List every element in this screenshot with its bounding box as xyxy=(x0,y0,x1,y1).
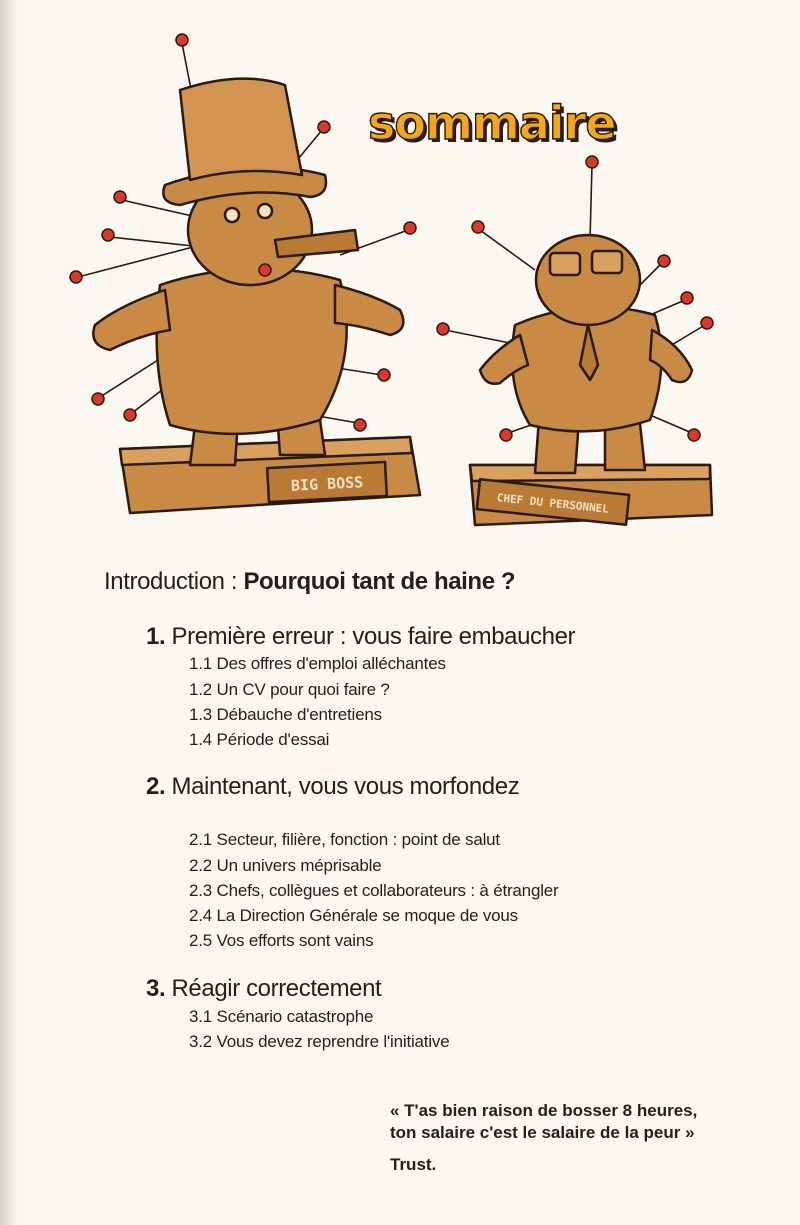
epigraph-quote xyxy=(390,1100,697,1144)
section-number: 3. xyxy=(146,975,166,1002)
page-title: sommaire xyxy=(368,96,616,150)
toc-item: 3.1 Scénario catastrophe xyxy=(189,1007,374,1026)
toc-item: 2.1 Secteur, filière, fonction : point de salut xyxy=(189,830,500,849)
section-2-heading xyxy=(146,773,519,801)
section-1-heading xyxy=(146,623,575,651)
section-title: Maintenant, vous vous morfondez xyxy=(171,773,520,800)
toc-item: 1.3 Débauche d'entretiens xyxy=(189,705,382,724)
toc-item: 1.2 Un CV pour quoi faire ? xyxy=(189,680,390,699)
quote-author: Trust. xyxy=(390,1155,437,1174)
voodoo-statues-illustration xyxy=(40,25,740,545)
toc-item: 2.2 Un univers méprisable xyxy=(189,856,382,875)
chef-du-personnel-statue xyxy=(437,156,713,525)
toc-item: 2.5 Vos efforts sont vains xyxy=(189,931,374,950)
section-number: 1. xyxy=(146,623,166,650)
intro-prefix: Introduction : xyxy=(104,568,238,595)
big-boss-statue xyxy=(70,34,420,513)
page-gutter-shadow xyxy=(0,0,18,1225)
quote-line: ton salaire c'est le salaire de la peur » xyxy=(390,1123,695,1142)
intro-heading xyxy=(104,568,515,596)
section-number: 2. xyxy=(146,773,166,800)
toc-item: 1.4 Période d'essai xyxy=(189,730,330,749)
big-boss-plaque: BIG BOSS xyxy=(290,473,364,495)
toc-item: 3.2 Vous devez reprendre l'initiative xyxy=(189,1032,450,1051)
chef-du-personnel-plaque: CHEF DU PERSONNEL xyxy=(496,491,610,516)
section-title: Réagir correctement xyxy=(171,975,382,1002)
section-title: Première erreur : vous faire embaucher xyxy=(171,623,576,650)
quote-line: « T'as bien raison de bosser 8 heures, xyxy=(390,1101,698,1120)
toc-item: 2.4 La Direction Générale se moque de vous xyxy=(189,906,518,925)
toc-item: 1.1 Des offres d'emploi alléchantes xyxy=(189,654,446,673)
section-3-heading xyxy=(146,975,381,1003)
intro-title: Pourquoi tant de haine ? xyxy=(243,568,516,595)
toc-item: 2.3 Chefs, collègues et collaborateurs : à étrangler xyxy=(189,881,559,900)
